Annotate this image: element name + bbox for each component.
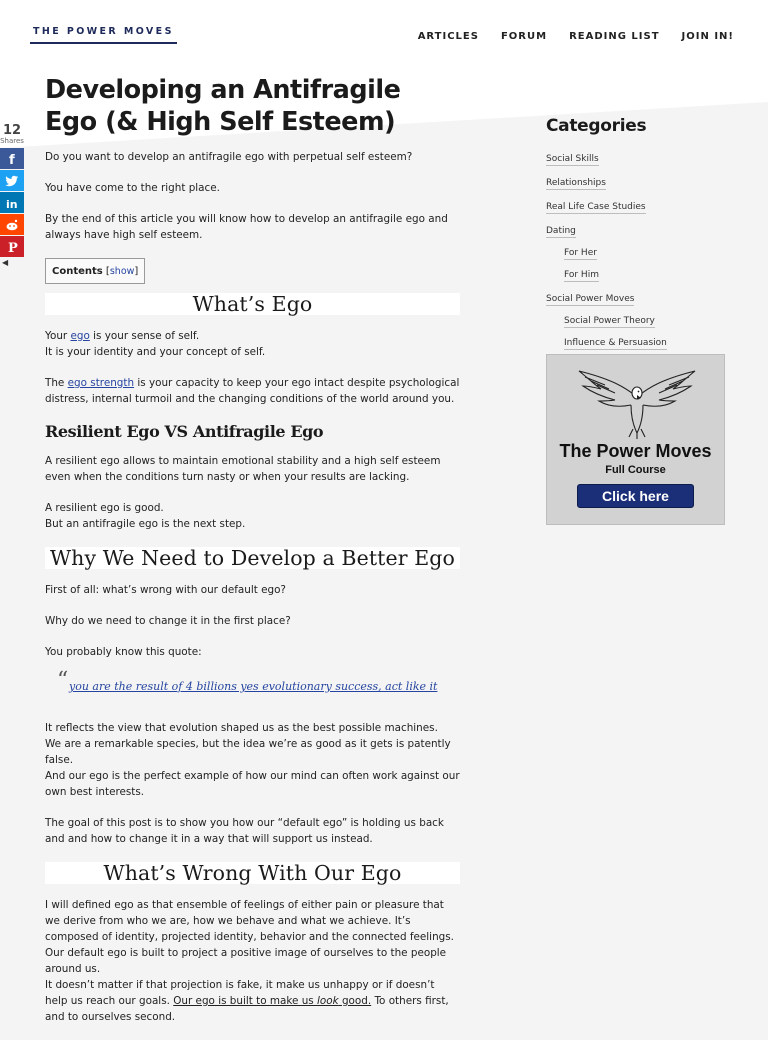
category-social-power-theory[interactable]: Social Power Theory bbox=[564, 316, 655, 326]
share-label: Shares bbox=[0, 137, 24, 145]
hide-share-arrow-icon[interactable]: ◀ bbox=[2, 258, 9, 267]
reflection-paragraph: It reflects the view that evolution shaped us as the best possible machines. We are a remarkable species, but the idea we’re as good as it gets is patently false. And our ego is the perfect example of how our mind can often work against our own best interests. bbox=[45, 722, 460, 798]
nav-forum[interactable]: FORUM bbox=[500, 31, 548, 42]
ad-title: The Power Moves bbox=[559, 441, 712, 461]
intro-paragraph-1: Do you want to develop an antifragile ego with perpetual self esteem? bbox=[45, 151, 413, 163]
ad-click-here-button[interactable]: Click here bbox=[577, 484, 694, 508]
ego-link[interactable]: ego bbox=[70, 330, 90, 342]
top-nav bbox=[418, 31, 734, 42]
ego-paragraph-2: The ego strength is your capacity to keep your ego intact despite psychological distress, internal turmoil and the changing conditions of the world around you. bbox=[45, 377, 460, 405]
linkedin-icon bbox=[5, 196, 19, 210]
ad-subtitle: Full Course bbox=[605, 464, 666, 476]
category-social-skills[interactable]: Social Skills bbox=[546, 154, 599, 164]
twitter-icon bbox=[5, 175, 19, 187]
svg-text:P: P bbox=[8, 240, 18, 254]
ego-strength-link[interactable]: ego strength bbox=[67, 377, 135, 389]
heading-whats-wrong: What’s Wrong With Our Ego bbox=[45, 862, 460, 884]
facebook-share-button[interactable] bbox=[0, 148, 24, 169]
heading-resilient-vs-antifragile: Resilient Ego VS Antifragile Ego bbox=[45, 422, 324, 441]
resilient-paragraph-2: A resilient ego is good. But an antifragile ego is the next step. bbox=[45, 502, 246, 530]
intro-paragraph-2: You have come to the right place. bbox=[45, 182, 220, 194]
category-social-power-moves[interactable]: Social Power Moves bbox=[546, 294, 635, 304]
article bbox=[45, 74, 460, 1040]
category-for-him[interactable]: For Him bbox=[564, 270, 599, 280]
nav-join-in[interactable]: JOIN IN! bbox=[681, 31, 734, 42]
quote-link[interactable]: you are the result of 4 billions yes evolutionary success, act like it bbox=[69, 680, 438, 693]
linkedin-share-button[interactable] bbox=[0, 192, 24, 213]
article-title: Developing an Antifragile Ego (& High Self Esteem) bbox=[45, 75, 401, 137]
category-dating[interactable]: Dating bbox=[546, 226, 576, 236]
table-of-contents: Contents [show] bbox=[45, 258, 145, 284]
resilient-paragraph-1: A resilient ego allows to maintain emotional stability and a high self esteem even when the conditions turn nasty or when your results are lacking. bbox=[45, 455, 441, 483]
share-bar bbox=[0, 124, 24, 267]
ego-paragraph-1: Your ego is your sense of self. It is your identity and your concept of self. bbox=[45, 330, 266, 358]
category-influence-persuasion[interactable]: Influence & Persuasion bbox=[564, 338, 667, 348]
twitter-share-button[interactable] bbox=[0, 170, 24, 191]
toc-show-link[interactable]: show bbox=[109, 266, 135, 277]
wrong-paragraph: I will defined ego as that ensemble of feelings of either pain or pleasure that we derive from who we are, how we behave and what we achieve. It’s composed of identity, projected identity, behavior and the connected feelings. Our default ego is built to project a positive image of ourselves to the people around us. It doesn’t matter if that projection is fake, it make us unhappy or if doesn’t help us reach our goals. Our ego is built to make us look good. To others first, and to ourselves second. bbox=[45, 899, 454, 1023]
category-for-her[interactable]: For Her bbox=[564, 248, 597, 258]
heading-whats-ego: What’s Ego bbox=[45, 293, 460, 315]
category-relationships[interactable]: Relationships bbox=[546, 178, 606, 188]
quote-mark-icon: “ bbox=[57, 668, 69, 693]
nav-reading-list[interactable]: READING LIST bbox=[569, 31, 660, 42]
toc-label: Contents bbox=[52, 266, 103, 277]
facebook-icon bbox=[6, 152, 18, 166]
why-paragraph-3: You probably know this quote: bbox=[45, 646, 202, 658]
svg-text:f: f bbox=[9, 152, 15, 166]
nav-articles[interactable]: ARTICLES bbox=[417, 31, 479, 42]
eagle-icon bbox=[575, 367, 699, 439]
intro-paragraph-3: By the end of this article you will know how to develop an antifragile ego and always have high self esteem. bbox=[45, 213, 448, 241]
sidebar bbox=[546, 116, 736, 354]
heading-why-develop: Why We Need to Develop a Better Ego bbox=[45, 547, 460, 569]
site-logo[interactable]: THE POWER MOVES bbox=[30, 26, 177, 44]
reddit-icon bbox=[5, 219, 19, 231]
blockquote bbox=[57, 668, 460, 694]
pinterest-share-button[interactable] bbox=[0, 236, 24, 257]
category-real-life-case-studies[interactable]: Real Life Case Studies bbox=[546, 202, 646, 212]
goal-paragraph: The goal of this post is to show you how our “default ego” is holding us back and and how to change it in a way that will support us instead. bbox=[45, 817, 444, 845]
why-paragraph-1: First of all: what’s wrong with our default ego? bbox=[45, 584, 286, 596]
svg-text:in: in bbox=[6, 197, 18, 210]
why-paragraph-2: Why do we need to change it in the first place? bbox=[45, 615, 291, 627]
course-ad-banner[interactable] bbox=[546, 354, 725, 525]
share-count: 12 bbox=[2, 123, 22, 138]
pinterest-icon bbox=[6, 240, 18, 254]
categories-list bbox=[546, 146, 736, 349]
categories-title: Categories bbox=[546, 116, 647, 136]
reddit-share-button[interactable] bbox=[0, 214, 24, 235]
